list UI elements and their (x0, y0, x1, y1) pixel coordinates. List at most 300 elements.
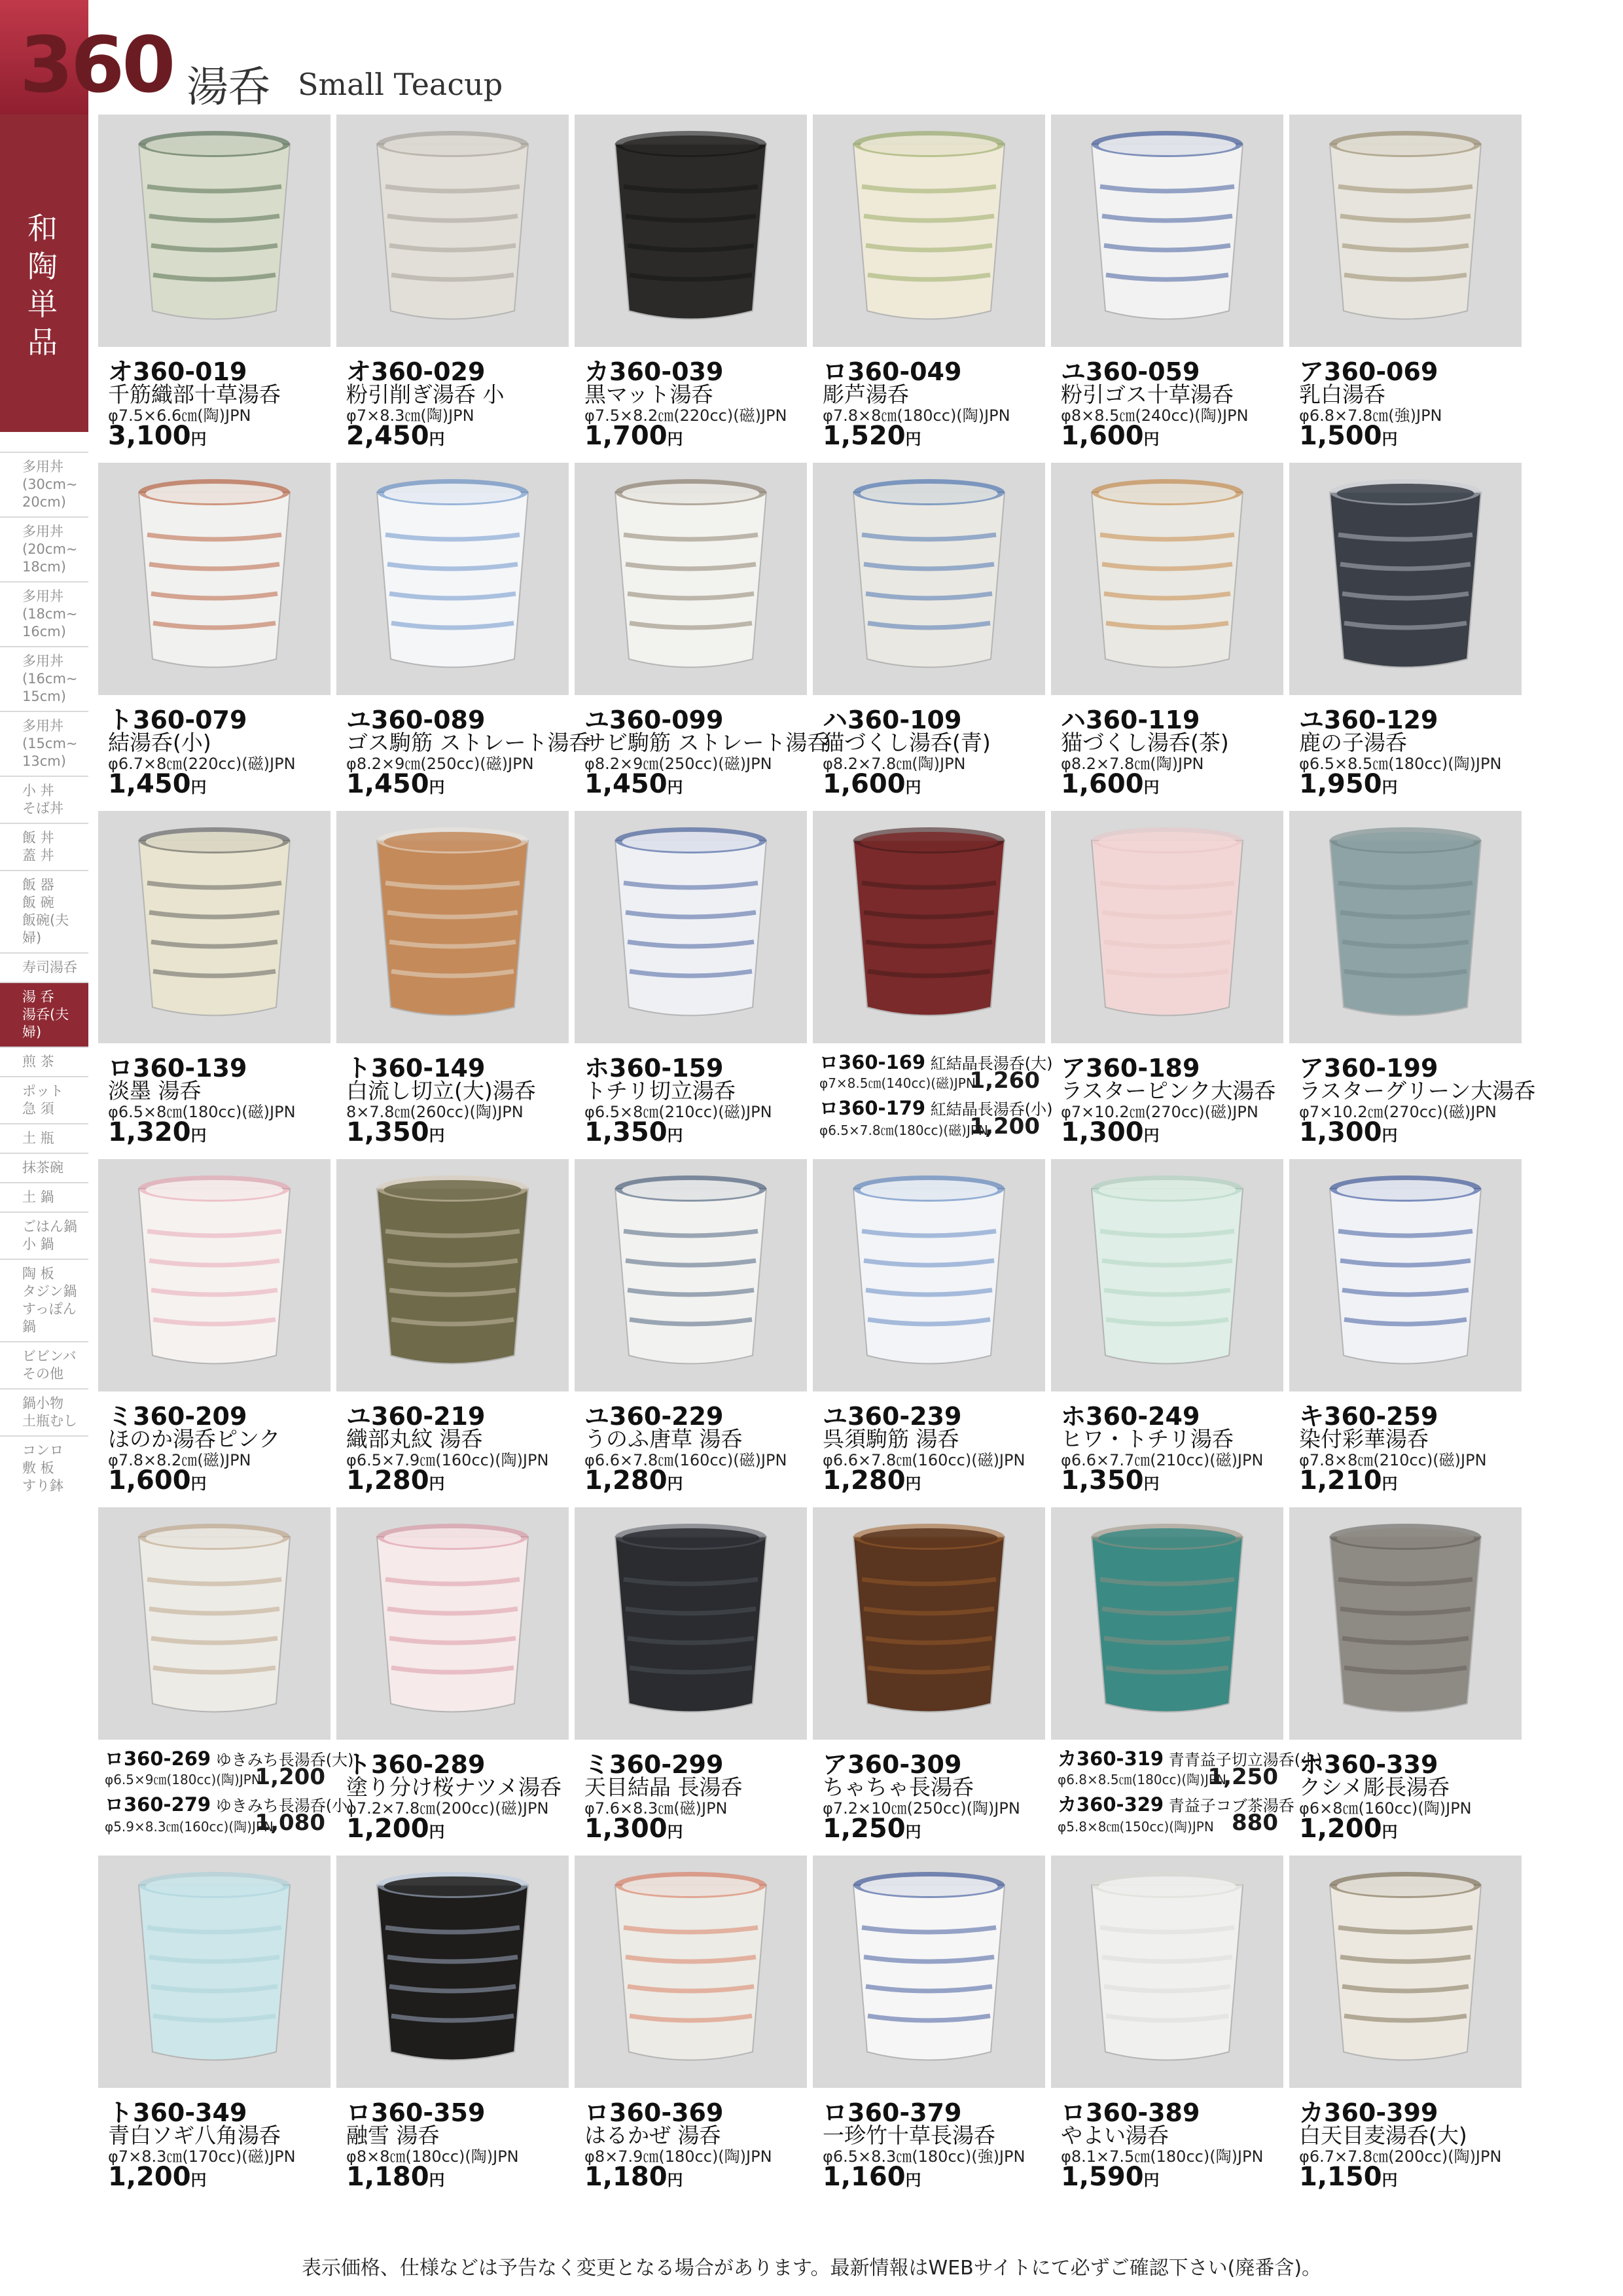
product-spec: φ8.2×9㎝(250cc)(磁)JPN (584, 755, 772, 773)
yen-unit: 円 (667, 1475, 683, 1493)
product-photo (575, 463, 807, 695)
teacup-photo (98, 1507, 330, 1740)
teacup-photo (1051, 1159, 1283, 1391)
product-photo (575, 1159, 807, 1391)
product-price: 1,080 (255, 1810, 325, 1836)
product-photo (98, 1507, 330, 1740)
product-code: ア360-199 (1299, 1054, 1438, 1083)
price-value: 1,200 (346, 1814, 429, 1844)
product-card[interactable] (336, 463, 591, 810)
product-code: ハ360-109 (823, 706, 962, 734)
product-photo (1289, 115, 1522, 347)
yen-unit: 円 (1382, 430, 1398, 448)
teacup-photo (1051, 463, 1283, 695)
yen-unit: 円 (667, 1126, 683, 1145)
product-spec: φ6.5×7.8㎝(180cc)(磁)JPN (819, 1122, 988, 1138)
yen-unit: 円 (190, 778, 207, 797)
sidebar-item[interactable]: 飯 丼 蓋 丼 (0, 823, 88, 870)
yen-unit: 円 (1143, 778, 1160, 797)
product-name: 融雪 湯呑 (346, 2123, 440, 2148)
price-value: 1,200 (108, 2162, 191, 2192)
price-value: 3,100 (108, 421, 191, 451)
price-value: 1,150 (1299, 2162, 1382, 2192)
teacup-photo (336, 1856, 569, 2088)
product-photo (575, 1856, 807, 2088)
product-spec: φ7.5×6.6㎝(陶)JPN (108, 406, 251, 425)
sidebar-item[interactable]: 湯 呑 湯呑(夫婦) (0, 982, 88, 1047)
sidebar-item[interactable]: 多用丼 (16cm~ 15cm) (0, 646, 88, 711)
product-code: ホ360-249 (1061, 1402, 1200, 1431)
price-value: 1,300 (1299, 1117, 1382, 1147)
price-value: 1,280 (584, 1465, 668, 1496)
product-code: オ360-019 (108, 357, 247, 386)
product-price (823, 2162, 921, 2192)
product-card[interactable] (1051, 811, 1283, 1158)
teacup-photo (1051, 115, 1283, 347)
yen-unit: 円 (429, 2171, 445, 2189)
product-spec: φ8.2×9㎝(250cc)(磁)JPN (346, 755, 534, 773)
page-title-en: Small Teacup (298, 67, 503, 102)
product-price (1061, 421, 1160, 451)
product-card[interactable] (813, 1507, 1045, 1854)
product-code: ア360-309 (823, 1750, 962, 1779)
page-title-jp: 湯呑 (187, 63, 270, 112)
product-name: ゴス駒筋 ストレート湯呑 (346, 730, 591, 755)
yen-unit: 円 (667, 2171, 683, 2189)
yen-unit: 円 (1382, 778, 1398, 797)
price-value: 1,320 (108, 1117, 191, 1147)
product-code: ホ360-159 (584, 1054, 724, 1083)
product-code: ロ360-359 (346, 2098, 486, 2127)
product-photo (1051, 115, 1283, 347)
teacup-photo (575, 811, 807, 1043)
product-price (346, 1814, 445, 1844)
product-spec: φ6.7×8㎝(220cc)(磁)JPN (108, 755, 296, 773)
product-code: ロ360-389 (1061, 2098, 1200, 2127)
yen-unit: 円 (667, 778, 683, 797)
product-card[interactable] (1289, 811, 1536, 1158)
yen-unit: 円 (1382, 2171, 1398, 2189)
product-spec: φ6.8×8.5㎝(180cc)(陶)JPN (1058, 1772, 1226, 1787)
product-photo (813, 1159, 1045, 1391)
product-line (1058, 1744, 1322, 1771)
sidebar-item[interactable]: コンロ 敷 板 すり鉢 (0, 1435, 88, 1500)
product-name: 紅結晶長湯呑(小) (930, 1100, 1053, 1119)
yen-unit: 円 (190, 1126, 207, 1145)
product-code: ホ360-339 (1299, 1750, 1438, 1779)
teacup-photo (813, 1856, 1045, 2088)
product-photo (575, 811, 807, 1043)
product-name: 猫づくし湯呑(茶) (1061, 730, 1229, 755)
product-card[interactable] (813, 1856, 1045, 2202)
product-photo (336, 1507, 569, 1740)
product-photo (813, 811, 1045, 1043)
product-spec: φ6.5×8.3㎝(180cc)(強)JPN (823, 2147, 1026, 2166)
product-name: やよい湯呑 (1061, 2123, 1169, 2148)
product-price: 1,200 (255, 1764, 325, 1790)
teacup-photo (575, 1856, 807, 2088)
teacup-photo (98, 115, 330, 347)
sidebar-item[interactable]: 陶 板 タジン鍋 すっぽん鍋 (0, 1259, 88, 1341)
product-spec: φ8×8㎝(180cc)(陶)JPN (346, 2147, 519, 2166)
product-price (1061, 1117, 1160, 1147)
product-name: クシメ彫長湯呑 (1299, 1774, 1450, 1800)
product-card[interactable] (575, 1856, 807, 2202)
yen-unit: 円 (905, 778, 921, 797)
product-spec: φ6×8㎝(160cc)(陶)JPN (1299, 1799, 1472, 1818)
product-card[interactable] (98, 115, 330, 461)
product-price (108, 1117, 207, 1147)
product-spec: φ7.2×7.8㎝(200cc)(磁)JPN (346, 1799, 549, 1818)
product-price: 880 (1232, 1810, 1278, 1836)
product-price (584, 2162, 683, 2192)
product-name: 呉須駒筋 湯呑 (823, 1426, 959, 1452)
product-code: ミ360-299 (584, 1750, 724, 1779)
price-value: 1,160 (823, 2162, 906, 2192)
product-name: 猫づくし湯呑(青) (823, 730, 991, 755)
teacup-photo (813, 1507, 1045, 1740)
price-value: 1,250 (823, 1814, 906, 1844)
product-name: 青青益子切立湯呑(小) (1168, 1751, 1323, 1769)
yen-unit: 円 (429, 778, 445, 797)
product-name: ラスターピンク大湯呑 (1061, 1078, 1276, 1103)
product-spec: φ8.2×7.8㎝(陶)JPN (823, 755, 966, 773)
product-card[interactable] (1051, 115, 1283, 461)
product-spec: φ7.8×8㎝(180cc)(陶)JPN (823, 406, 1010, 425)
product-card[interactable] (1289, 1856, 1522, 2202)
product-price (584, 1117, 683, 1147)
product-name: 天目結晶 長湯呑 (584, 1774, 743, 1800)
product-card[interactable] (1051, 1507, 1323, 1854)
product-spec: φ6.7×7.8㎝(200cc)(陶)JPN (1299, 2147, 1502, 2166)
price-value: 1,300 (584, 1814, 668, 1844)
product-spec: φ8×7.9㎝(180cc)(陶)JPN (584, 2147, 772, 2166)
product-spec: φ8.1×7.5㎝(180cc)(陶)JPN (1061, 2147, 1264, 2166)
teacup-photo (1289, 1159, 1522, 1391)
product-code: ア360-189 (1061, 1054, 1200, 1083)
product-price (1061, 2162, 1160, 2192)
product-code: ト360-079 (108, 706, 247, 734)
yen-unit: 円 (1382, 1126, 1398, 1145)
product-price (346, 2162, 445, 2192)
product-card[interactable] (98, 1507, 354, 1854)
product-card[interactable] (98, 463, 330, 810)
yen-unit: 円 (1143, 1475, 1160, 1493)
product-code: ロ360-179 (819, 1097, 926, 1119)
price-value: 1,700 (584, 421, 668, 451)
teacup-photo (575, 1159, 807, 1391)
product-photo (1289, 811, 1522, 1043)
product-spec: φ5.9×8.3㎝(160cc)(陶)JPN (105, 1819, 274, 1835)
yen-unit: 円 (667, 1823, 683, 1841)
teacup-photo (98, 811, 330, 1043)
product-card[interactable] (813, 811, 1053, 1158)
price-value: 1,300 (1061, 1117, 1144, 1147)
product-code: オ360-029 (346, 357, 486, 386)
teacup-photo (813, 1159, 1045, 1391)
sidebar-item[interactable]: ビビンバ その他 (0, 1341, 88, 1388)
product-price (584, 421, 683, 451)
product-card[interactable] (813, 115, 1045, 461)
yen-unit: 円 (905, 430, 921, 448)
teacup-photo (336, 463, 569, 695)
sidebar-item[interactable]: 飯 器 飯 碗 飯碗(夫婦) (0, 870, 88, 952)
product-spec: φ7.5×8.2㎝(220cc)(磁)JPN (584, 406, 787, 425)
product-code: ロ360-279 (105, 1793, 211, 1816)
product-price: 1,250 (1207, 1764, 1278, 1790)
yen-unit: 円 (905, 1475, 921, 1493)
price-value: 1,210 (1299, 1465, 1382, 1496)
product-price (1299, 2162, 1398, 2192)
sidebar-item[interactable]: 土 鍋 (0, 1182, 88, 1211)
teacup-photo (336, 811, 569, 1043)
product-card[interactable] (336, 811, 569, 1158)
teacup-photo (813, 811, 1045, 1043)
product-name: 千筋織部十草湯呑 (108, 382, 281, 407)
price-value: 1,600 (1061, 421, 1144, 451)
product-code: ア360-069 (1299, 357, 1438, 386)
sidebar-item[interactable]: ポット 急 須 (0, 1076, 88, 1123)
product-price (1061, 1465, 1160, 1496)
teacup-photo (336, 1159, 569, 1391)
product-code: ロ360-269 (105, 1748, 211, 1770)
product-name: 淡墨 湯呑 (108, 1078, 202, 1103)
product-code: ロ360-369 (584, 2098, 724, 2127)
product-photo (1289, 1507, 1522, 1740)
product-card[interactable] (98, 1159, 330, 1506)
product-name: 塗り分け桜ナツメ湯呑 (346, 1774, 562, 1800)
product-name: ヒワ・トチリ湯呑 (1061, 1426, 1234, 1452)
product-price (346, 1117, 445, 1147)
product-spec: φ8.2×7.8㎝(陶)JPN (1061, 755, 1204, 773)
product-name: 白天目麦湯呑(大) (1299, 2123, 1467, 2148)
product-photo (1051, 1159, 1283, 1391)
product-price: 1,260 (969, 1067, 1040, 1094)
product-photo (98, 463, 330, 695)
price-value: 1,950 (1299, 769, 1382, 799)
product-price (584, 769, 683, 799)
product-card[interactable] (98, 811, 330, 1158)
sidebar-item[interactable]: 小 丼 そば丼 (0, 776, 88, 823)
price-value: 1,280 (823, 1465, 906, 1496)
product-card[interactable] (336, 115, 569, 461)
yen-unit: 円 (190, 430, 207, 448)
product-spec: φ5.8×8㎝(150cc)(陶)JPN (1058, 1819, 1214, 1835)
product-card[interactable] (575, 1507, 807, 1854)
product-card[interactable] (336, 1507, 569, 1854)
product-spec: φ7.8×8㎝(210cc)(磁)JPN (1299, 1451, 1487, 1469)
product-price (108, 421, 207, 451)
product-spec: φ6.6×7.8㎝(160cc)(磁)JPN (584, 1451, 787, 1469)
product-name: 織部丸紋 湯呑 (346, 1426, 483, 1452)
product-card[interactable] (1289, 1507, 1522, 1854)
product-card[interactable] (813, 1159, 1045, 1506)
product-spec: φ6.5×8㎝(210cc)(磁)JPN (584, 1103, 772, 1121)
product-photo (336, 115, 569, 347)
product-spec: φ6.8×7.8㎝(強)JPN (1299, 406, 1442, 425)
product-code: ユ360-089 (346, 706, 486, 734)
product-name: 青白ソギ八角湯呑 (108, 2123, 281, 2148)
product-name: ほのか湯呑ピンク (108, 1426, 281, 1452)
product-name: サビ駒筋 ストレート湯呑 (584, 730, 829, 755)
price-value: 1,350 (346, 1117, 429, 1147)
product-price: 1,200 (969, 1113, 1040, 1139)
product-photo (1051, 1507, 1283, 1740)
product-card[interactable] (1051, 1856, 1283, 2202)
sidebar-item[interactable]: 多用丼 (20cm~ 18cm) (0, 516, 88, 581)
sidebar-item[interactable]: 多用丼 (30cm~ 20cm) (0, 452, 88, 516)
product-code: ハ360-119 (1061, 706, 1200, 734)
product-spec: 8×7.8㎝(260cc)(陶)JPN (346, 1103, 524, 1121)
sidebar-item[interactable]: 抹茶碗 (0, 1153, 88, 1182)
product-price (1299, 1465, 1398, 1496)
product-price (346, 769, 445, 799)
teacup-photo (1051, 1856, 1283, 2088)
product-name: ゆきみち長湯呑(小) (215, 1797, 354, 1815)
teacup-photo (98, 1159, 330, 1391)
product-photo (575, 115, 807, 347)
product-name: ゆきみち長湯呑(大) (215, 1751, 354, 1769)
page-number: 360 (20, 20, 173, 110)
sidebar-item[interactable]: 多用丼 (18cm~ 16cm) (0, 581, 88, 646)
product-photo (98, 811, 330, 1043)
product-name: 青益子コブ茶湯呑 (1168, 1797, 1294, 1815)
product-name: 粉引削ぎ湯呑 小 (346, 382, 505, 407)
product-card[interactable] (575, 115, 807, 461)
product-card[interactable] (336, 1159, 569, 1506)
category-label: 和陶単品 (27, 211, 58, 360)
product-code: ト360-289 (346, 1750, 486, 1779)
product-photo (1289, 463, 1522, 695)
product-card[interactable] (1289, 115, 1522, 461)
yen-unit: 円 (1382, 1475, 1398, 1493)
product-photo (813, 463, 1045, 695)
teacup-photo (575, 1507, 807, 1740)
product-card[interactable] (336, 1856, 569, 2202)
product-price (823, 769, 921, 799)
price-value: 1,450 (108, 769, 191, 799)
yen-unit: 円 (667, 430, 683, 448)
yen-unit: 円 (905, 2171, 921, 2189)
teacup-photo (1289, 1856, 1522, 2088)
product-code: ユ360-059 (1061, 357, 1200, 386)
teacup-photo (1289, 811, 1522, 1043)
product-photo (1289, 1159, 1522, 1391)
sidebar-item[interactable]: 煎 茶 (0, 1047, 88, 1076)
price-value: 1,600 (1061, 769, 1144, 799)
product-name: ちゃちゃ長湯呑 (823, 1774, 974, 1800)
sidebar-item[interactable]: ごはん鍋 小 鍋 (0, 1211, 88, 1259)
price-value: 1,590 (1061, 2162, 1144, 2192)
sidebar-item[interactable]: 寿司湯呑 (0, 952, 88, 982)
product-spec: φ6.5×7.9㎝(160cc)(陶)JPN (346, 1451, 549, 1469)
product-price (1299, 421, 1398, 451)
product-card[interactable] (1289, 1159, 1522, 1506)
product-spec: φ6.6×7.8㎝(160cc)(磁)JPN (823, 1451, 1026, 1469)
product-price (584, 1465, 683, 1496)
product-price (823, 1814, 921, 1844)
product-code: ト360-349 (108, 2098, 247, 2127)
product-photo (1051, 1856, 1283, 2088)
product-name: 粉引ゴス十草湯呑 (1061, 382, 1234, 407)
yen-unit: 円 (905, 1823, 921, 1841)
yen-unit: 円 (190, 1475, 207, 1493)
product-photo (336, 1856, 569, 2088)
product-price (584, 1814, 683, 1844)
product-name: 彫芦湯呑 (823, 382, 909, 407)
product-price (108, 769, 207, 799)
product-photo (98, 1856, 330, 2088)
teacup-photo (1289, 1507, 1522, 1740)
price-value: 1,180 (346, 2162, 429, 2192)
product-spec: φ6.5×9㎝(180cc)(陶)JPN (105, 1772, 261, 1787)
teacup-photo (813, 115, 1045, 347)
product-card[interactable] (575, 811, 807, 1158)
product-name: ラスターグリーン大湯呑 (1299, 1078, 1536, 1103)
teacup-photo (575, 463, 807, 695)
product-photo (336, 1159, 569, 1391)
product-card[interactable] (575, 463, 829, 810)
product-photo (575, 1507, 807, 1740)
product-card[interactable] (1051, 1159, 1283, 1506)
teacup-photo (336, 1507, 569, 1740)
price-value: 1,180 (584, 2162, 668, 2192)
price-value: 2,450 (346, 421, 429, 451)
product-card[interactable] (575, 1159, 807, 1506)
sidebar-item[interactable]: 鍋小物 土瓶むし (0, 1388, 88, 1435)
product-price (108, 1465, 207, 1496)
product-price (108, 2162, 207, 2192)
product-code: カ360-039 (584, 357, 724, 386)
product-code: カ360-399 (1299, 2098, 1438, 2127)
price-value: 1,450 (346, 769, 429, 799)
product-spec: φ7×8.5㎝(140cc)(磁)JPN (819, 1075, 976, 1091)
product-photo (98, 115, 330, 347)
product-photo (98, 1159, 330, 1391)
product-price (1061, 769, 1160, 799)
price-value: 1,520 (823, 421, 906, 451)
product-spec: φ8×8.5㎝(240cc)(陶)JPN (1061, 406, 1249, 425)
product-code: ユ360-229 (584, 1402, 724, 1431)
yen-unit: 円 (1382, 1823, 1398, 1841)
product-code: ユ360-239 (823, 1402, 962, 1431)
yen-unit: 円 (429, 1823, 445, 1841)
product-name: うのふ唐草 湯呑 (584, 1426, 743, 1452)
product-name: 一珍竹十草長湯呑 (823, 2123, 995, 2148)
product-card[interactable] (98, 1856, 330, 2202)
product-spec: φ7.6×8.3㎝(磁)JPN (584, 1799, 728, 1818)
product-price (1299, 1117, 1398, 1147)
yen-unit: 円 (429, 1126, 445, 1145)
product-card[interactable] (1289, 463, 1522, 810)
product-spec: φ7×8.3㎝(170cc)(磁)JPN (108, 2147, 296, 2166)
product-card[interactable] (813, 463, 1045, 810)
teacup-photo (336, 115, 569, 347)
product-spec: φ7×8.3㎝(陶)JPN (346, 406, 474, 425)
product-name: トチリ切立湯呑 (584, 1078, 736, 1103)
sidebar-item[interactable]: 多用丼 (15cm~ 13cm) (0, 711, 88, 776)
product-photo (336, 811, 569, 1043)
product-photo (813, 115, 1045, 347)
product-code: ロ360-049 (823, 357, 962, 386)
product-card[interactable] (1051, 463, 1283, 810)
product-price (346, 421, 445, 451)
product-spec: φ7.8×8.2㎝(磁)JPN (108, 1451, 251, 1469)
sidebar-index (0, 452, 88, 1500)
sidebar-item[interactable]: 土 瓶 (0, 1123, 88, 1153)
price-value: 1,350 (1061, 1465, 1144, 1496)
price-value: 1,280 (346, 1465, 429, 1496)
